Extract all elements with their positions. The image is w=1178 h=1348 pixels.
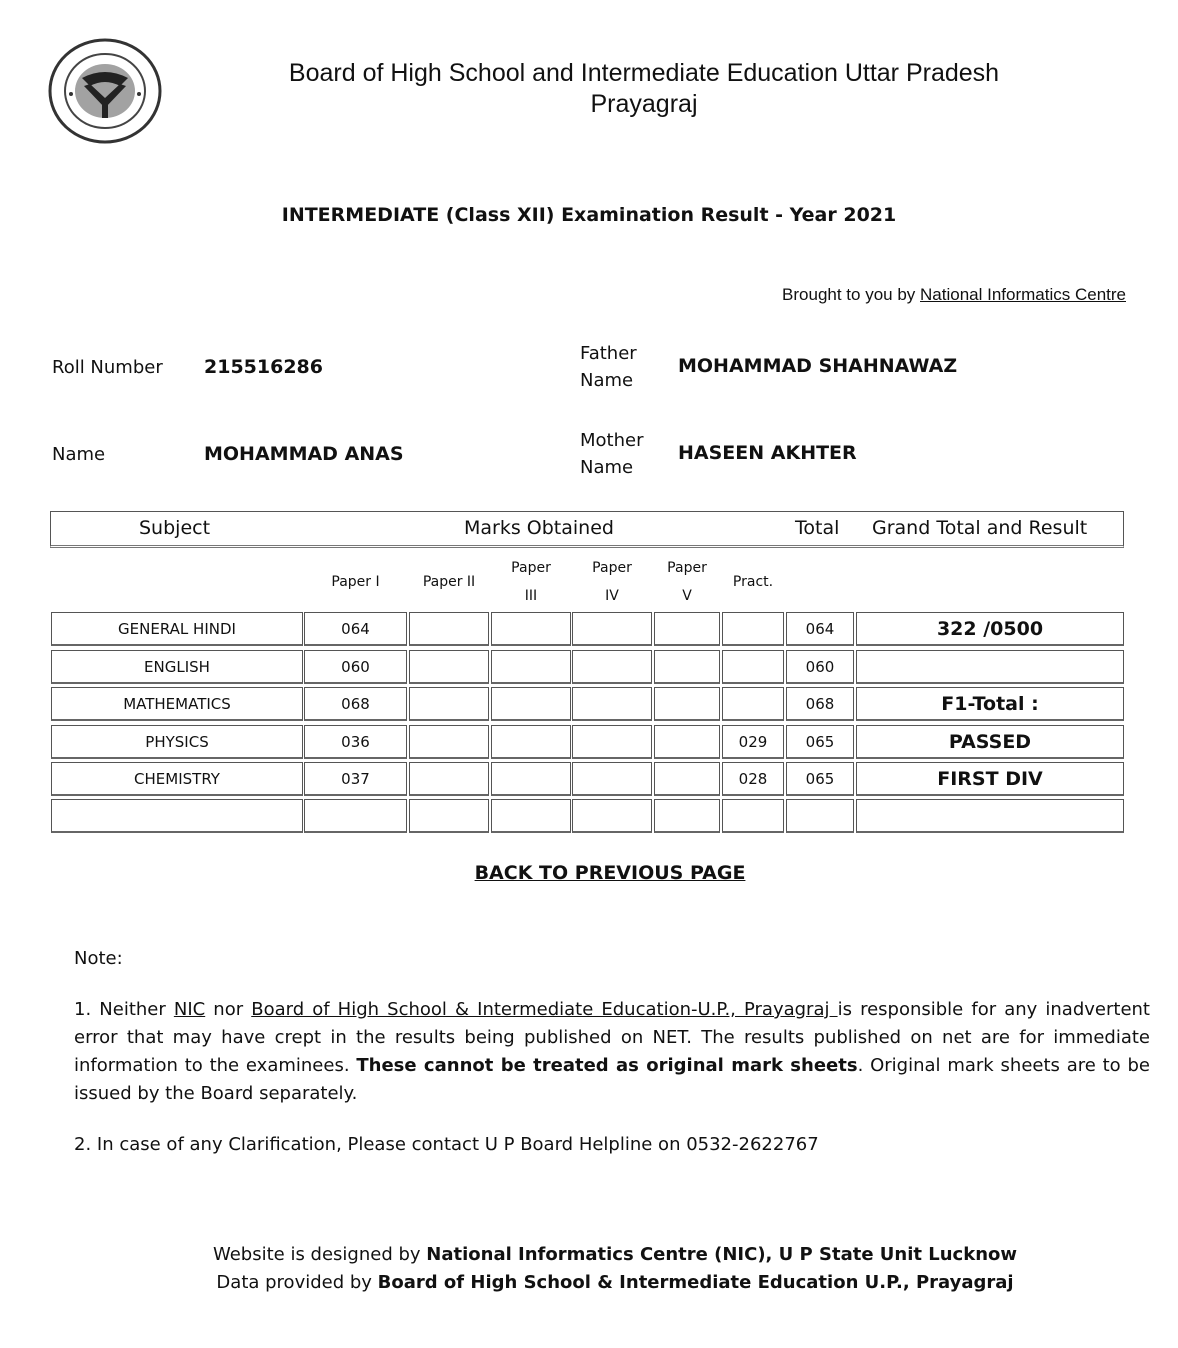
result-cell: PASSED	[856, 725, 1124, 759]
p5-cell	[654, 725, 720, 759]
note1-prefix: 1. Neither	[74, 999, 174, 1020]
father-label-line2: Name	[580, 370, 634, 391]
subject-cell: ENGLISH	[51, 650, 303, 684]
mother-label-line2: Name	[580, 457, 634, 478]
note1-bold: These cannot be treated as original mark sheets	[356, 1055, 858, 1076]
footer	[110, 1241, 1120, 1297]
pract-cell: 029	[722, 725, 784, 759]
total-cell: 065	[786, 762, 854, 796]
pract-cell	[722, 687, 784, 721]
subheader-paper5-line2: V	[682, 588, 692, 604]
header-total: Total	[795, 517, 840, 539]
subheader-paper4-line1: Paper	[592, 560, 632, 576]
exam-title: INTERMEDIATE (Class XII) Examination Result - Year 2021	[281, 204, 897, 226]
footer-line1-prefix: Website is designed by	[212, 1244, 427, 1265]
subheader-paper1: Paper I	[331, 574, 380, 590]
note-heading: Note:	[74, 948, 123, 969]
note1-end: . Original mark sheets are to be issued by the Board separately.	[74, 1055, 1150, 1104]
subject-cell: GENERAL HINDI	[51, 612, 303, 646]
p4-cell	[572, 725, 652, 759]
p3-cell	[491, 687, 571, 721]
footer-line2-bold: Board of High School & Intermediate Education U.P., Prayagraj	[377, 1272, 1014, 1293]
footer-line2	[110, 1269, 1120, 1297]
header-grand-total: Grand Total and Result	[872, 517, 1088, 539]
total-cell: 065	[786, 725, 854, 759]
subheader-paper4	[572, 554, 652, 610]
pract-cell: 028	[722, 762, 784, 796]
p4-cell	[572, 650, 652, 684]
nic-note-link[interactable]: NIC	[173, 999, 206, 1020]
p4-cell	[572, 762, 652, 796]
note1-mid: nor	[205, 999, 252, 1020]
subheader-paper3	[491, 554, 571, 610]
subject-cell: PHYSICS	[51, 725, 303, 759]
brought-by-prefix: Brought to you by	[782, 285, 921, 304]
note-2: 2. In case of any Clarification, Please contact U P Board Helpline on 0532-2622767	[74, 1134, 819, 1155]
p1-cell	[304, 799, 407, 833]
mother-label-line1: Mother	[580, 430, 644, 451]
subheader-paper3-line2: III	[524, 588, 538, 604]
note1-text: is responsible for any inadvertent error that may have crept in the results being published on NET. The results published on net are for immediate information to the examinees.	[74, 999, 1150, 1076]
total-cell: 068	[786, 687, 854, 721]
subject-cell: MATHEMATICS	[51, 687, 303, 721]
footer-line2-prefix: Data provided by	[216, 1272, 378, 1293]
subheader-paper5	[654, 554, 720, 610]
total-cell	[786, 799, 854, 833]
father-label-line1: Father	[580, 343, 637, 364]
result-cell	[856, 799, 1124, 833]
p2-cell	[409, 650, 489, 684]
footer-line1-bold: National Informatics Centre (NIC), U P State Unit Lucknow	[426, 1244, 1018, 1265]
name-label: Name	[52, 444, 106, 465]
board-title	[160, 58, 1128, 120]
total-cell: 064	[786, 612, 854, 646]
father-name-value: MOHAMMAD SHAHNAWAZ	[678, 355, 958, 377]
p5-cell	[654, 799, 720, 833]
result-cell: F1-Total :	[856, 687, 1124, 721]
result-cell: 322 /0500	[856, 612, 1124, 646]
p3-cell	[491, 725, 571, 759]
roll-number-value: 215516286	[204, 356, 323, 378]
board-note-link[interactable]: Board of High School & Intermediate Education-U.P., Prayagraj	[251, 999, 838, 1020]
pract-cell	[722, 650, 784, 684]
footer-line1	[110, 1241, 1120, 1269]
board-title-line2: Prayagraj	[590, 90, 698, 118]
subheader-paper5-line1: Paper	[667, 560, 707, 576]
subheader-paper3-line1: Paper	[511, 560, 551, 576]
marks-table-header	[50, 511, 1124, 548]
result-cell	[856, 650, 1124, 684]
p4-cell	[572, 687, 652, 721]
subject-cell	[51, 799, 303, 833]
p3-cell	[491, 650, 571, 684]
board-title-line1: Board of High School and Intermediate Education Uttar Pradesh	[288, 59, 1000, 87]
father-name-label	[580, 340, 637, 394]
mother-name-label	[580, 427, 643, 481]
p4-cell	[572, 612, 652, 646]
mother-name-value: HASEEN AKHTER	[678, 442, 857, 464]
p3-cell	[491, 762, 571, 796]
p1-cell: 060	[304, 650, 407, 684]
p4-cell	[572, 799, 652, 833]
p5-cell	[654, 762, 720, 796]
header-subject: Subject	[139, 517, 211, 539]
p1-cell: 064	[304, 612, 407, 646]
p5-cell	[654, 650, 720, 684]
p2-cell	[409, 799, 489, 833]
p1-cell: 036	[304, 725, 407, 759]
p1-cell: 037	[304, 762, 407, 796]
p1-cell: 068	[304, 687, 407, 721]
back-to-previous-page-link[interactable]: BACK TO PREVIOUS PAGE	[474, 862, 746, 884]
note-1	[74, 996, 1150, 1108]
roll-number-label: Roll Number	[52, 357, 163, 378]
p3-cell	[491, 799, 571, 833]
back-link-wrap	[440, 862, 780, 884]
brought-by	[690, 285, 1126, 305]
nic-link[interactable]: National Informatics Centre	[920, 285, 1126, 304]
p5-cell	[654, 612, 720, 646]
subject-cell: CHEMISTRY	[51, 762, 303, 796]
subheader-pract: Pract.	[732, 574, 774, 590]
p2-cell	[409, 725, 489, 759]
pract-cell	[722, 612, 784, 646]
p2-cell	[409, 612, 489, 646]
up-board-emblem-icon	[46, 36, 164, 146]
total-cell: 060	[786, 650, 854, 684]
p3-cell	[491, 612, 571, 646]
pract-cell	[722, 799, 784, 833]
subheader-paper2: Paper II	[422, 574, 476, 590]
p2-cell	[409, 762, 489, 796]
subheader-paper4-line2: IV	[605, 588, 619, 604]
header-marks-obtained: Marks Obtained	[464, 517, 614, 539]
name-value: MOHAMMAD ANAS	[204, 443, 404, 465]
p5-cell	[654, 687, 720, 721]
p2-cell	[409, 687, 489, 721]
result-cell: FIRST DIV	[856, 762, 1124, 796]
